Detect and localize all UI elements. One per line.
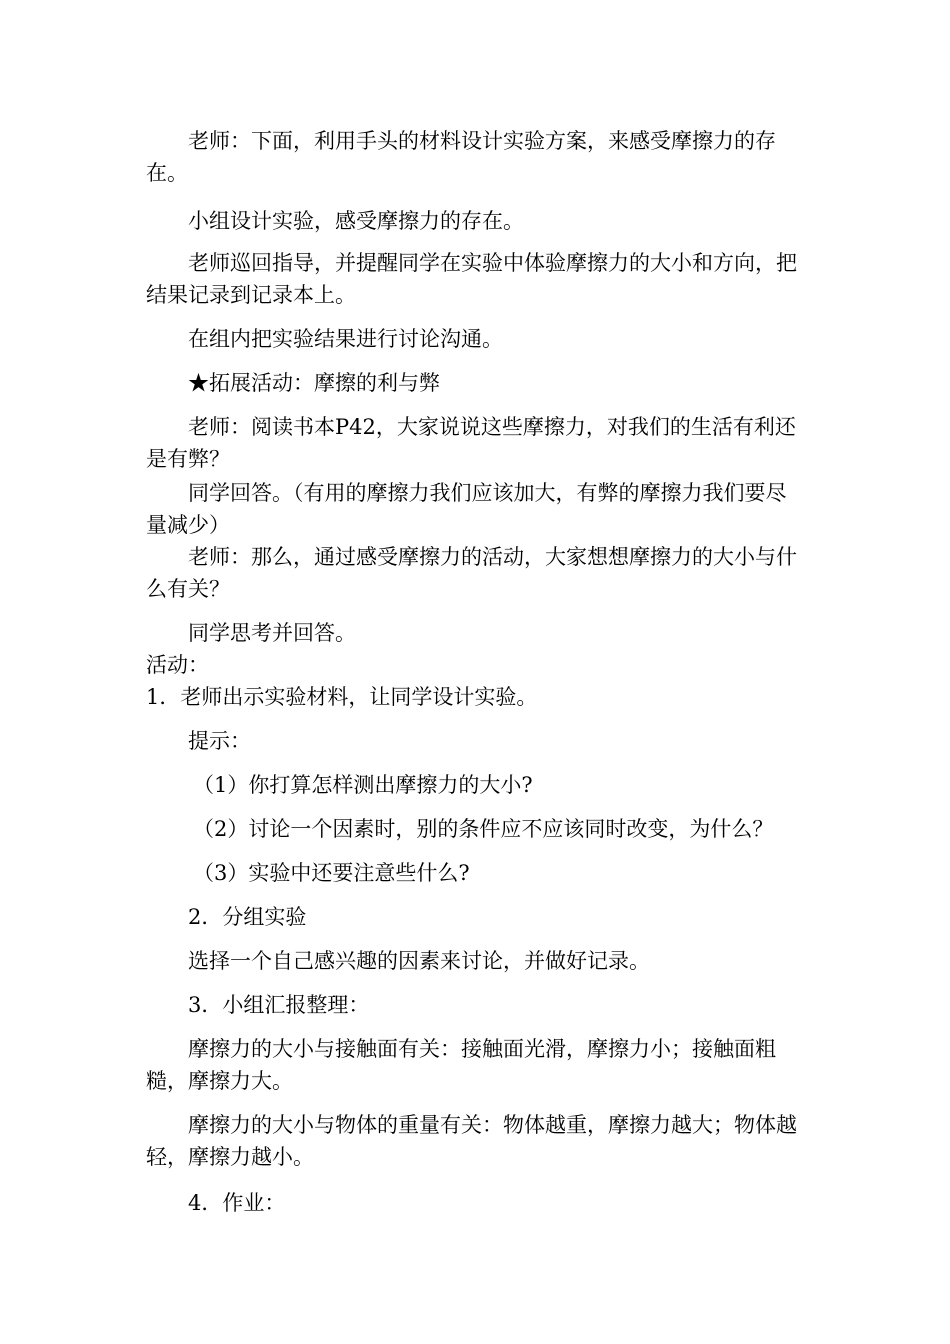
hint-1: （1）你打算怎样测出摩擦力的大小? bbox=[193, 773, 533, 797]
label-hint: 提示： bbox=[188, 729, 251, 753]
paragraph-student-think: 同学思考并回答。 bbox=[188, 621, 356, 645]
paragraph-weight-factor: 摩擦力的大小与物体的重量有关：物体越重，摩擦力越大；物体越轻，摩擦力越小。 bbox=[146, 1113, 797, 1169]
heading-extension-activity: ★拓展活动：摩擦的利与弊 bbox=[188, 371, 440, 395]
paragraph-choose-factor: 选择一个自己感兴趣的因素来讨论，并做好记录。 bbox=[188, 949, 650, 973]
step-1: 1．老师出示实验材料，让同学设计实验。 bbox=[146, 685, 538, 709]
label-activity: 活动： bbox=[146, 653, 209, 677]
paragraph-student-answer: 同学回答。（有用的摩擦力我们应该加大，有弊的摩擦力我们要尽量减少） bbox=[146, 481, 787, 537]
paragraph-teacher-design: 老师：下面，利用手头的材料设计实验方案，来感受摩擦力的存在。 bbox=[146, 129, 776, 185]
paragraph-group-discuss: 在组内把实验结果进行讨论沟通。 bbox=[188, 327, 503, 351]
hint-3: （3）实验中还要注意些什么? bbox=[193, 861, 470, 885]
paragraph-teacher-read: 老师：阅读书本P42，大家说说这些摩擦力，对我们的生活有利还是有弊？ bbox=[146, 415, 796, 471]
paragraph-group-design: 小组设计实验，感受摩擦力的存在。 bbox=[188, 209, 524, 233]
paragraph-teacher-question: 老师：那么，通过感受摩擦力的活动，大家想想摩擦力的大小与什么有关？ bbox=[146, 545, 797, 601]
step-3: 3．小组汇报整理： bbox=[188, 993, 370, 1017]
paragraph-teacher-guide: 老师巡回指导，并提醒同学在实验中体验摩擦力的大小和方向，把结果记录到记录本上。 bbox=[146, 251, 797, 307]
paragraph-surface-factor: 摩擦力的大小与接触面有关：接触面光滑，摩擦力小；接触面粗糙，摩擦力大。 bbox=[146, 1037, 776, 1093]
step-4: 4．作业： bbox=[188, 1191, 286, 1215]
hint-2: （2）讨论一个因素时，别的条件应不应该同时改变，为什么？ bbox=[193, 817, 774, 841]
step-2: 2．分组实验 bbox=[188, 905, 307, 929]
